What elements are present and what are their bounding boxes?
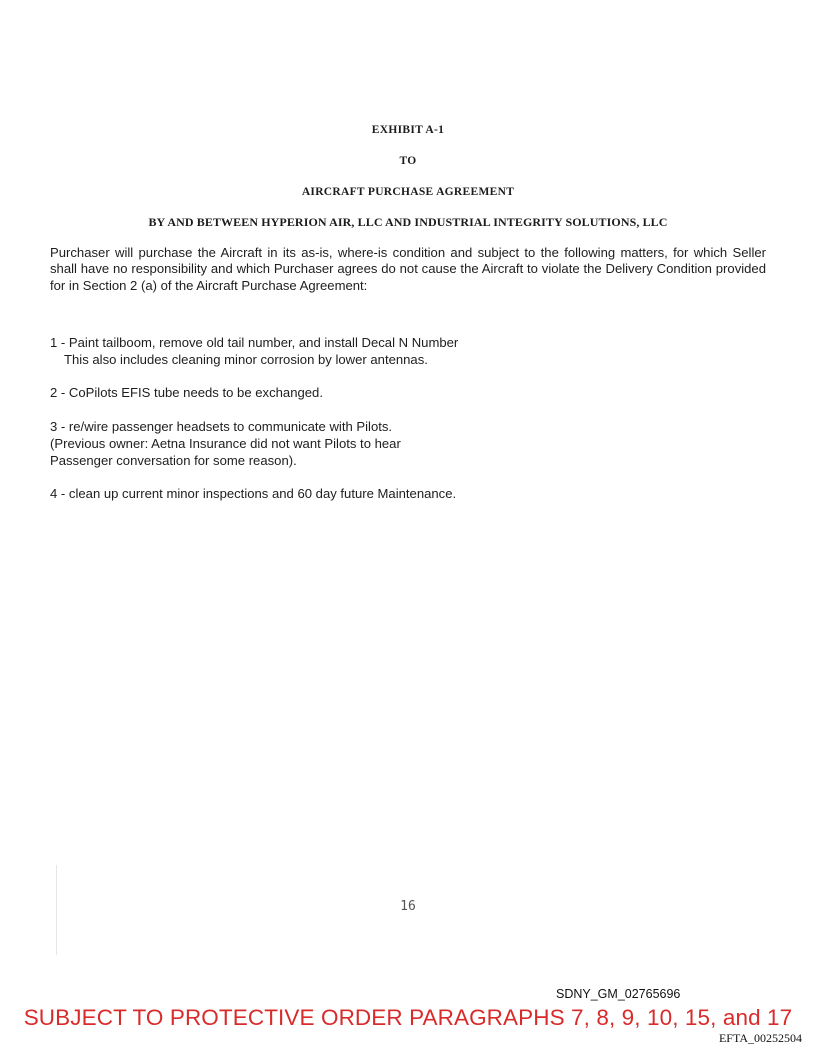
efta-number: EFTA_00252504 — [718, 1031, 802, 1045]
agreement-title: AIRCRAFT PURCHASE AGREEMENT — [301, 186, 515, 198]
item-2-line-1: 2 - CoPilots EFIS tube needs to be exchanged. — [50, 385, 323, 400]
item-1-line-1: 1 - Paint tailboom, remove old tail number, and install Decal N Number — [50, 335, 459, 350]
page-number: 16 — [400, 899, 416, 914]
item-3-line-3: Passenger conversation for some reason). — [50, 453, 297, 468]
exhibit-to: TO — [399, 155, 417, 167]
list-item — [50, 384, 766, 401]
item-3-line-2: (Previous owner: Aetna Insurance did not want Pilots to hear — [50, 436, 401, 451]
bates-number: SDNY_GM_02765696 — [556, 987, 681, 1001]
parties-line: BY AND BETWEEN HYPERION AIR, LLC AND INDUSTRIAL INTEGRITY SOLUTIONS, LLC — [148, 215, 668, 229]
exhibit-title: EXHIBIT A-1 — [371, 124, 445, 136]
item-3-line-1: 3 - re/wire passenger headsets to communicate with Pilots. — [50, 419, 393, 434]
list-item — [50, 334, 766, 368]
list-item — [50, 418, 766, 469]
list-item — [50, 485, 766, 502]
intro-paragraph: Purchaser will purchase the Aircraft in its as-is, where-is condition and subject to the following matters, for which Seller shall have no responsibility and which Purchaser agrees do not cause the Aircraft to violate the Delivery Condition provided for in Section 2 (a) of the Aircraft Purchase Agreement: — [50, 245, 766, 293]
protective-order-notice: SUBJECT TO PROTECTIVE ORDER PARAGRAPHS 7, 8, 9, 10, 15, and 17 — [23, 1005, 793, 1030]
item-1-line-2: This also includes cleaning minor corrosion by lower antennas. — [64, 352, 428, 367]
item-4-line-1: 4 - clean up current minor inspections and 60 day future Maintenance. — [50, 486, 457, 501]
